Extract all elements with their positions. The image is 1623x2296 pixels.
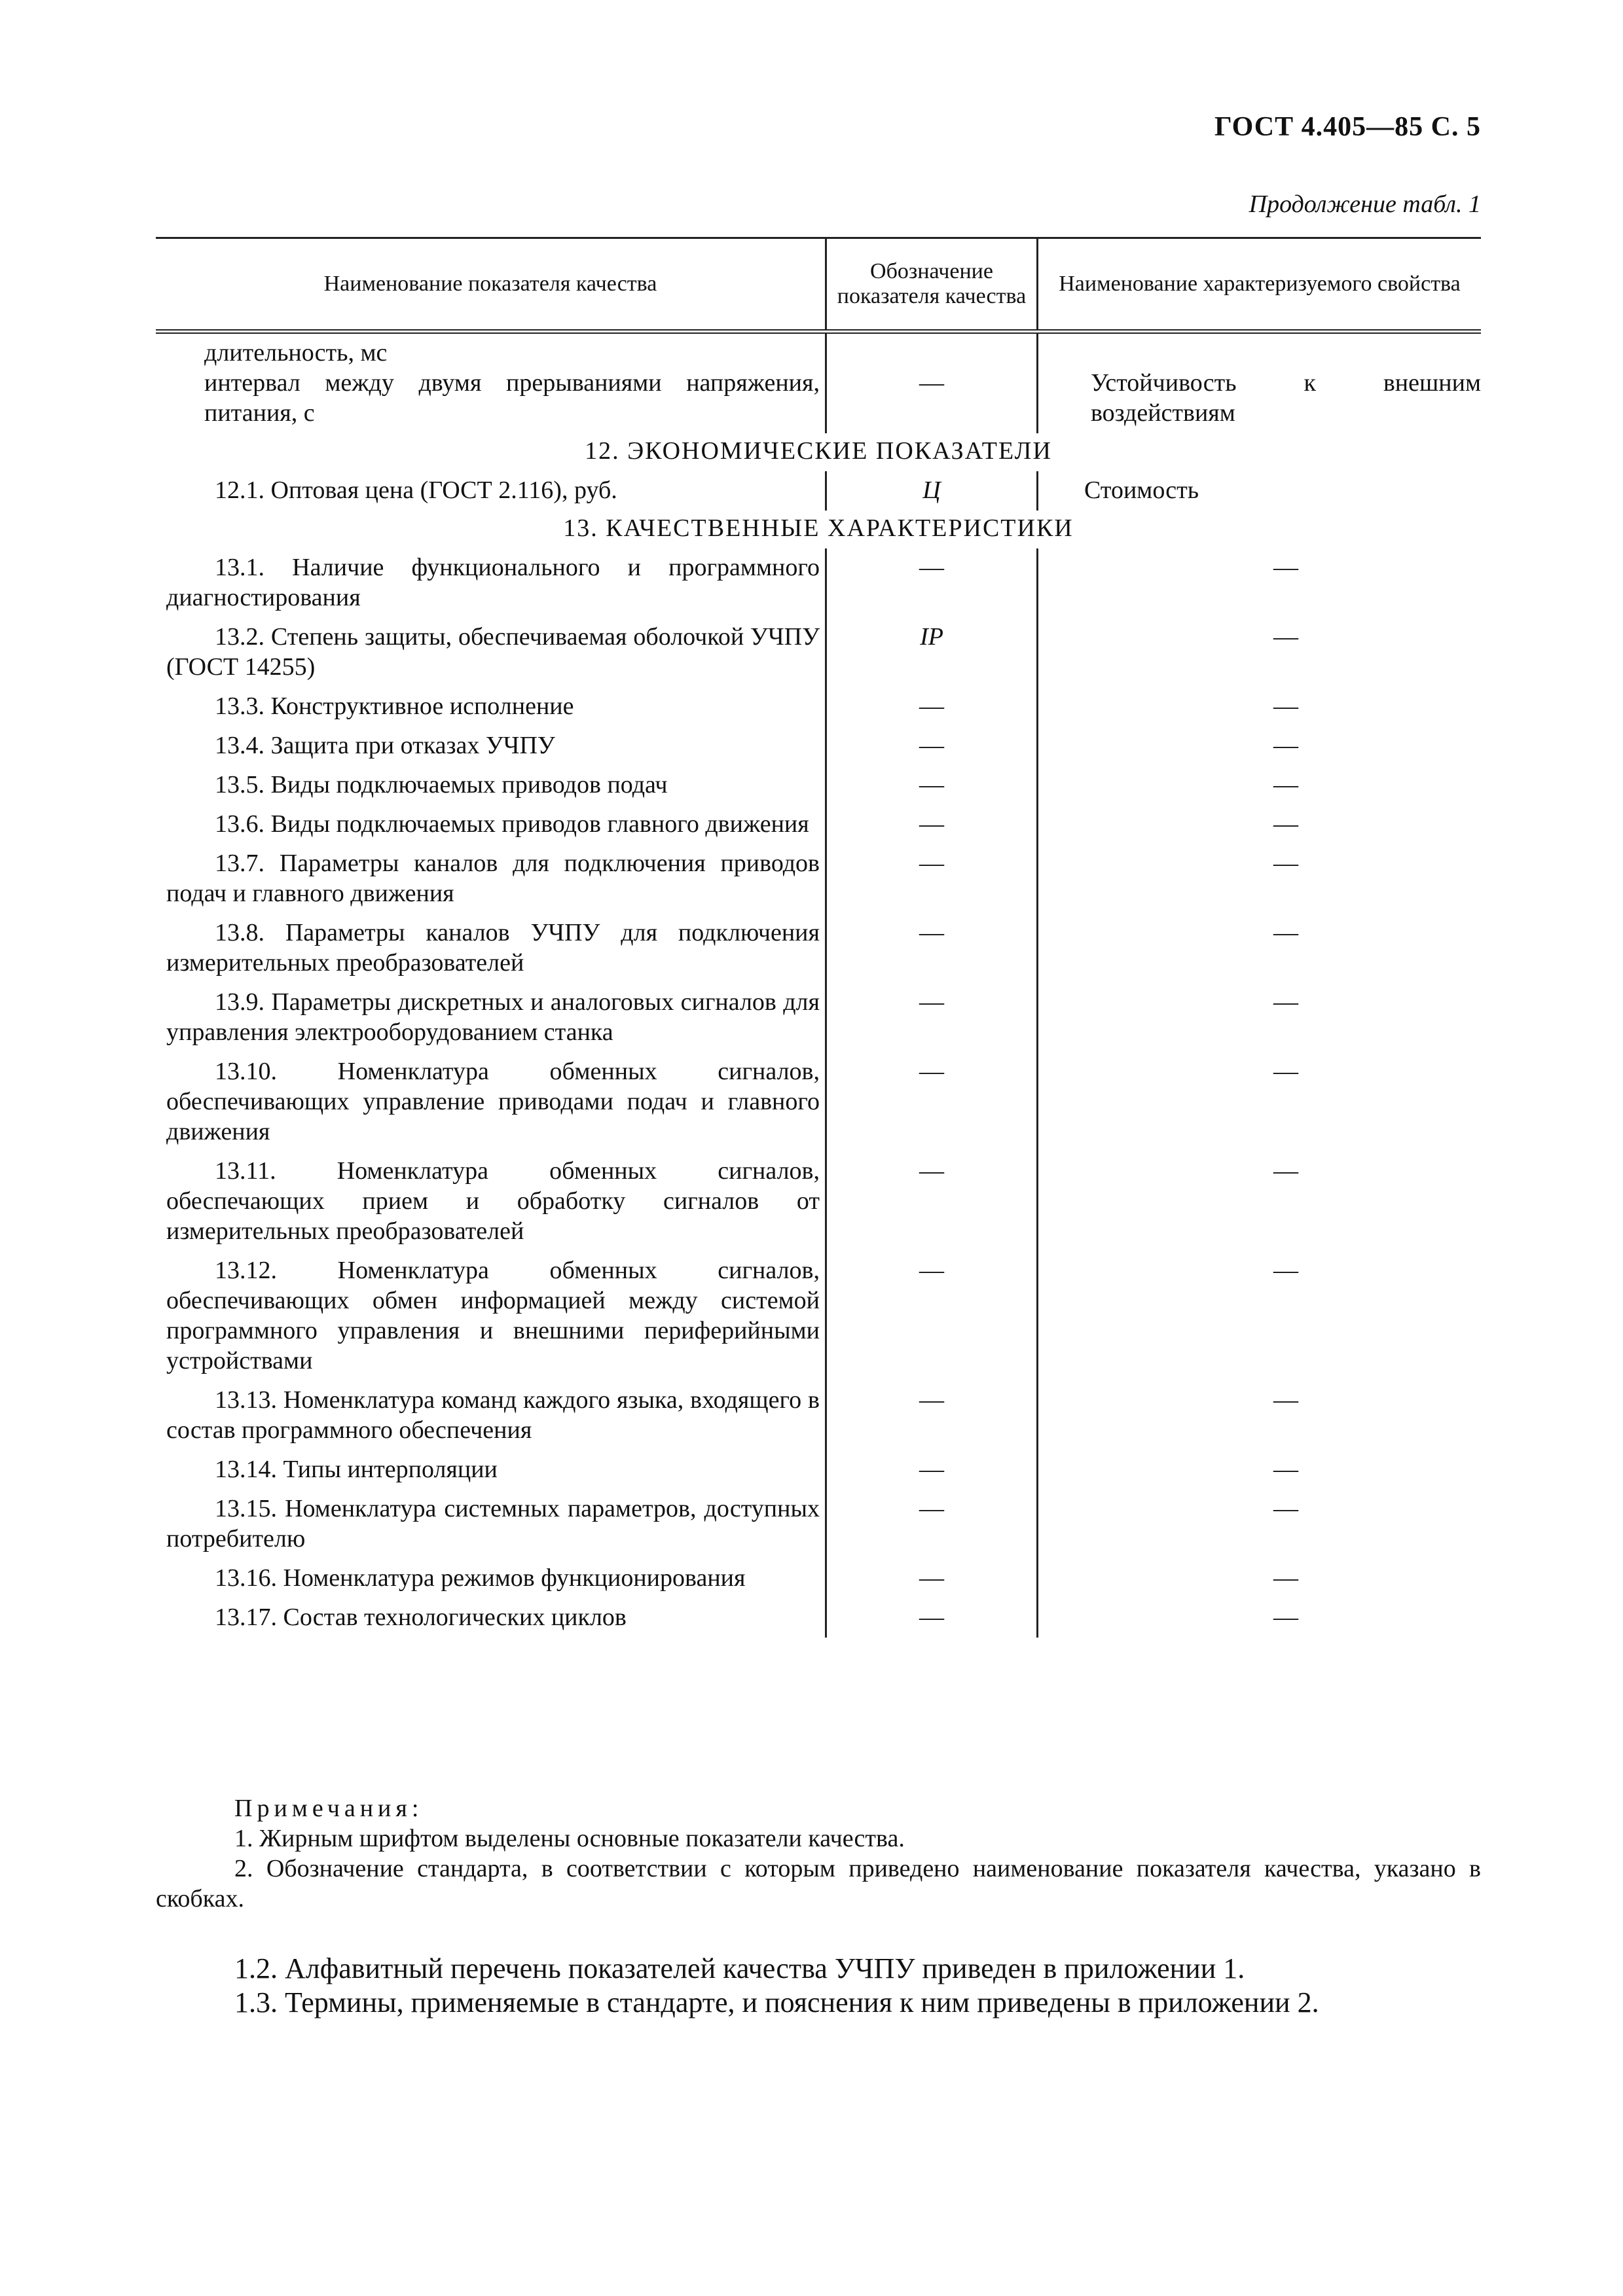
row-symbol: Ц — [825, 471, 1038, 511]
row-name: 13.12. Номенклатура обменных сигналов, обеспечивающих обмен информацией между системой программного управления и внешними периферийными устройствами — [166, 1257, 820, 1374]
table-row — [156, 1450, 1481, 1490]
note-item: 2. Обозначение стандарта, в соответствии с которым приведено наименование показателя качества, указано в скобках. — [156, 1855, 1481, 1912]
table-row — [156, 1052, 1481, 1152]
row-name: 13.11. Номенклатура обменных сигналов, обеспечающих прием и обработку сигналов от измерительных преобразователей — [166, 1157, 820, 1245]
row-property: — — [1273, 692, 1298, 720]
row-property: Устойчивость к внешним воздействиям — [1091, 369, 1481, 427]
table-header — [156, 239, 1481, 329]
section-title: 12. ЭКОНОМИЧЕСКИЕ ПОКАЗАТЕЛИ — [585, 437, 1052, 465]
row-name: 13.14. Типы интерполяции — [215, 1456, 498, 1483]
row-name: 13.9. Параметры дискретных и аналоговых сигналов для управления электрооборудованием станка — [166, 988, 820, 1046]
table-row — [156, 334, 1481, 433]
row-symbol: — — [825, 844, 1038, 914]
table-row — [156, 1251, 1481, 1381]
column-header-name: Наименование показателя качества — [323, 272, 657, 296]
row-property: — — [1273, 1058, 1298, 1085]
note-item: 1. Жирным шрифтом выделены основные показатели качества. — [234, 1825, 905, 1852]
row-name: 13.5. Виды подключаемых приводов подач — [215, 771, 668, 798]
paragraph: 1.2. Алфавитный перечень показателей качества УЧПУ приведен в приложении 1. — [234, 1952, 1245, 1984]
table-row — [156, 726, 1481, 766]
row-name: 13.4. Защита при отказах УЧПУ — [215, 732, 555, 759]
row-name: 13.7. Параметры каналов для подключения приводов подач и главного движения — [166, 850, 820, 907]
row-property: — — [1273, 1495, 1298, 1522]
row-property: — — [1273, 1456, 1298, 1483]
table-row — [156, 1598, 1481, 1638]
row-property: Стоимость — [1084, 476, 1199, 504]
table-row — [156, 1381, 1481, 1450]
table-row — [156, 805, 1481, 844]
row-name: 13.16. Номенклатура режимов функционирования — [215, 1564, 746, 1592]
table-row — [156, 914, 1481, 983]
body-paragraphs — [156, 1952, 1481, 2020]
table-row — [156, 1490, 1481, 1559]
table-row — [156, 687, 1481, 726]
row-name: 12.1. Оптовая цена (ГОСТ 2.116), руб. — [215, 476, 617, 504]
quality-indicators-table — [156, 237, 1481, 1638]
row-property: — — [1273, 623, 1298, 651]
row-name: 13.10. Номенклатура обменных сигналов, обеспечивающих управление приводами подач и главного движения — [166, 1058, 820, 1145]
row-symbol: — — [825, 1450, 1038, 1490]
table-row — [156, 548, 1481, 618]
row-property: — — [1273, 810, 1298, 838]
table-row — [156, 983, 1481, 1052]
table-row — [156, 471, 1481, 511]
table-continuation-label: Продолжение табл. 1 — [1249, 190, 1481, 218]
page-header: ГОСТ 4.405—85 С. 5 — [1214, 112, 1481, 142]
row-property: — — [1273, 554, 1298, 581]
notes-title: Примечания: — [234, 1795, 424, 1822]
row-name: 13.2. Степень защиты, обеспечиваемая оболочкой УЧПУ (ГОСТ 14255) — [166, 623, 820, 681]
row-symbol: — — [825, 1559, 1038, 1598]
row-property: — — [1273, 771, 1298, 798]
row-name: 13.6. Виды подключаемых приводов главного движения — [215, 810, 809, 838]
table-notes — [156, 1793, 1481, 1914]
row-symbol: — — [825, 1152, 1038, 1251]
row-symbol: — — [825, 687, 1038, 726]
row-name: 13.15. Номенклатура системных параметров, доступных потребителю — [166, 1495, 820, 1552]
row-name: 13.17. Состав технологических циклов — [215, 1604, 627, 1631]
row-name: 13.8. Параметры каналов УЧПУ для подключения измерительных преобразователей — [166, 919, 820, 977]
row-property: — — [1273, 988, 1298, 1016]
column-header-property: Наименование характеризуемого свойства — [1059, 272, 1461, 296]
column-header-symbol: Обозначение показателя качества — [825, 239, 1038, 329]
row-property: — — [1273, 1564, 1298, 1592]
row-name: 13.1. Наличие функционального и программного диагностирования — [166, 554, 820, 611]
table-header-rule — [156, 329, 1481, 334]
table-row — [156, 766, 1481, 805]
row-name: 13.3. Конструктивное исполнение — [215, 692, 574, 720]
row-property: — — [1273, 1386, 1298, 1414]
row-symbol: — — [825, 766, 1038, 805]
section-title: 13. КАЧЕСТВЕННЫЕ ХАРАКТЕРИСТИКИ — [563, 514, 1074, 542]
row-symbol: — — [825, 914, 1038, 983]
row-symbol: — — [825, 1251, 1038, 1381]
row-symbol: — — [825, 548, 1038, 618]
row-symbol: — — [825, 805, 1038, 844]
row-property: — — [1273, 1257, 1298, 1284]
table-row — [156, 1559, 1481, 1598]
row-symbol: — — [825, 1598, 1038, 1638]
table-row — [156, 844, 1481, 914]
row-symbol: — — [825, 726, 1038, 766]
row-symbol: — — [825, 1052, 1038, 1152]
row-property: — — [1273, 732, 1298, 759]
table-row — [156, 618, 1481, 687]
paragraph: 1.3. Термины, применяемые в стандарте, и пояснения к ним приведены в приложении 2. — [234, 1986, 1319, 2018]
row-property: — — [1273, 850, 1298, 877]
row-symbol: — — [825, 1381, 1038, 1450]
row-property: — — [1273, 1157, 1298, 1185]
row-name: длительность, мс интервал между двумя прерываниями напряжения, питания, с — [204, 339, 820, 427]
row-name: 13.13. Номенклатура команд каждого языка, входящего в состав программного обеспечения — [166, 1386, 820, 1444]
row-symbol: — — [825, 983, 1038, 1052]
row-property: — — [1273, 1604, 1298, 1631]
row-symbol: IP — [825, 618, 1038, 687]
row-symbol: — — [825, 1490, 1038, 1559]
table-row — [156, 1152, 1481, 1251]
row-symbol: — — [825, 334, 1038, 433]
row-property: — — [1273, 919, 1298, 946]
